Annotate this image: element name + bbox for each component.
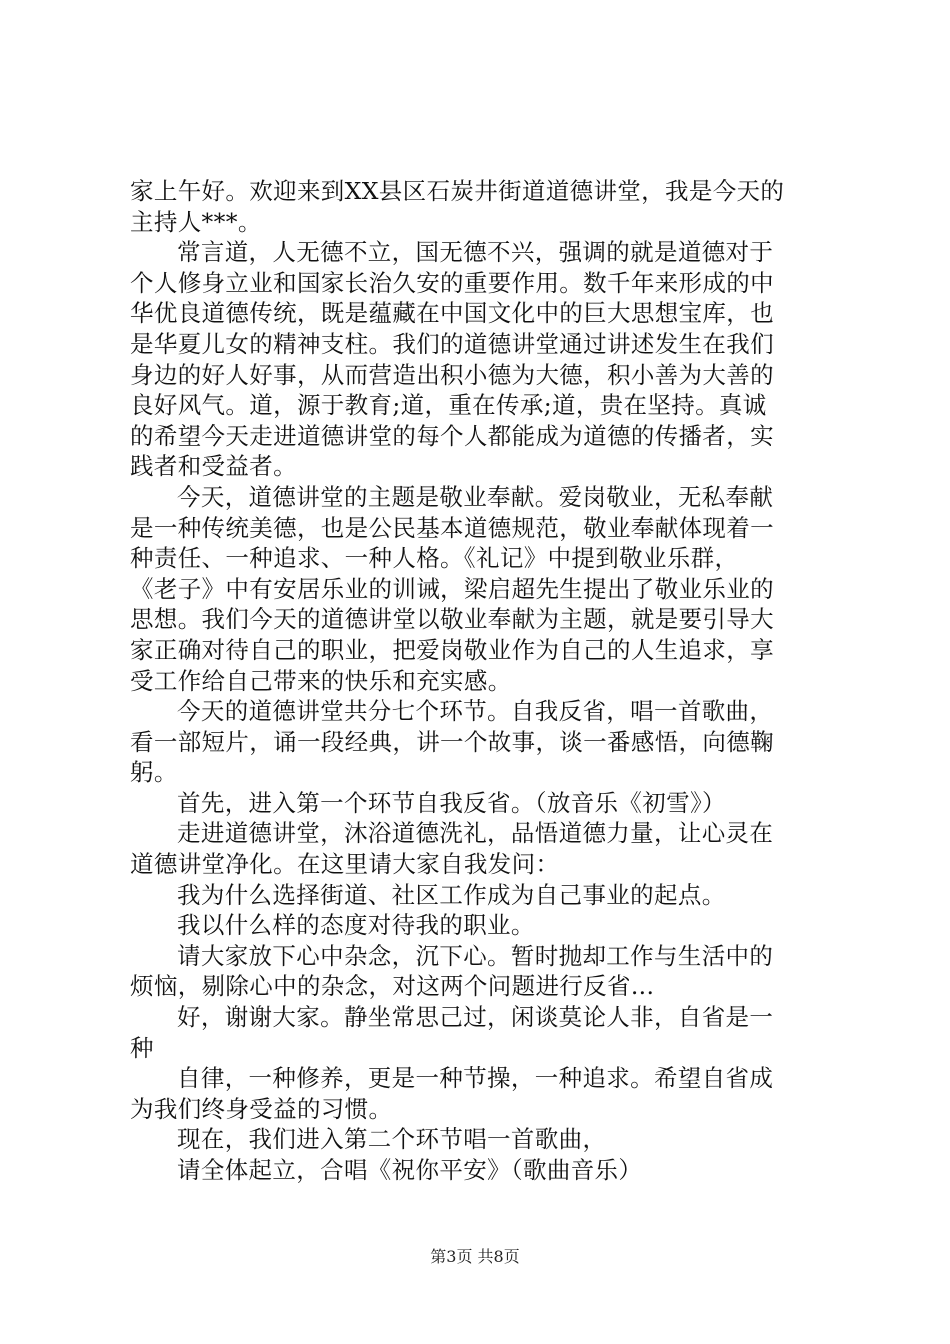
text-line: 家正确对待自己的职业，把爱岗敬业作为自己的人生追求，享 xyxy=(130,635,774,664)
text-line: 主持人***。 xyxy=(130,207,262,236)
text-line: 种责任、一种追求、一种人格。《礼记》中提到敬业乐群， xyxy=(130,544,739,573)
text-line: 请大家放下心中杂念，沉下心。暂时抛却工作与生活中的 xyxy=(177,941,774,970)
document-body xyxy=(130,176,835,1186)
text-line: 躬。 xyxy=(130,758,178,787)
text-line: 请全体起立，合唱《祝你平安》（歌曲音乐） xyxy=(177,1156,643,1184)
text-line: 身边的好人好事，从而营造出积小德为大德，积小善为大善的 xyxy=(130,360,774,389)
text-line: 我以什么样的态度对待我的职业。 xyxy=(177,911,535,940)
text-line: 常言道，人无德不立，国无德不兴，强调的就是道德对于 xyxy=(177,238,774,267)
text-line: 现在，我们进入第二个环节唱一首歌曲， xyxy=(177,1125,607,1154)
text-line: 烦恼，剔除心中的杂念，对这两个问题进行反省... xyxy=(130,972,655,1001)
text-line: 是华夏儿女的精神支柱。我们的道德讲堂通过讲述发生在我们 xyxy=(130,329,774,358)
text-line: 家上午好。欢迎来到XX县区石炭井街道道德讲堂，我是今天的 xyxy=(130,177,785,205)
text-line: 华优良道德传统，既是蕴藏在中国文化中的巨大思想宝库，也 xyxy=(130,299,774,328)
text-line: 《老子》中有安居乐业的训诫，梁启超先生提出了敬业乐业的 xyxy=(130,574,774,603)
text-line: 思想。我们今天的道德讲堂以敬业奉献为主题，就是要引导大 xyxy=(130,605,774,634)
text-line: 良好风气。道，源于教育;道，重在传承;道，贵在坚持。真诚 xyxy=(130,391,767,420)
text-line: 自律，一种修养，更是一种节操，一种追求。希望自省成 xyxy=(177,1064,774,1093)
text-line: 走进道德讲堂，沐浴道德洗礼，品悟道德力量，让心灵在 xyxy=(177,819,774,848)
text-line: 今天的道德讲堂共分七个环节。自我反省，唱一首歌曲， xyxy=(177,697,774,726)
text-line: 今天，道德讲堂的主题是敬业奉献。爱岗敬业，无私奉献 xyxy=(177,482,774,511)
text-line: 受工作给自己带来的快乐和充实感。 xyxy=(130,666,512,695)
text-line: 是一种传统美德，也是公民基本道德规范，敬业奉献体现着一 xyxy=(130,513,774,542)
text-line: 个人修身立业和国家长治久安的重要作用。数千年来形成的中 xyxy=(130,268,774,297)
text-line: 践者和受益者。 xyxy=(130,452,297,481)
text-line: 种 xyxy=(130,1033,154,1062)
text-line: 道德讲堂净化。在这里请大家自我发问： xyxy=(130,850,560,879)
text-line: 首先，进入第一个环节自我反省。（放音乐《初雪》） xyxy=(177,788,726,817)
text-line: 看一部短片，诵一段经典，讲一个故事，谈一番感悟，向德鞠 xyxy=(130,727,774,756)
text-line: 为我们终身受益的习惯。 xyxy=(130,1094,393,1123)
text-line: 好，谢谢大家。静坐常思己过，闲谈莫论人非，自省是一 xyxy=(177,1003,774,1032)
text-line: 我为什么选择街道、社区工作成为自己事业的起点。 xyxy=(177,880,726,909)
page-number-footer: 第3页 共8页 xyxy=(430,1247,520,1266)
text-line: 的希望今天走进道德讲堂的每个人都能成为道德的传播者，实 xyxy=(130,421,774,450)
